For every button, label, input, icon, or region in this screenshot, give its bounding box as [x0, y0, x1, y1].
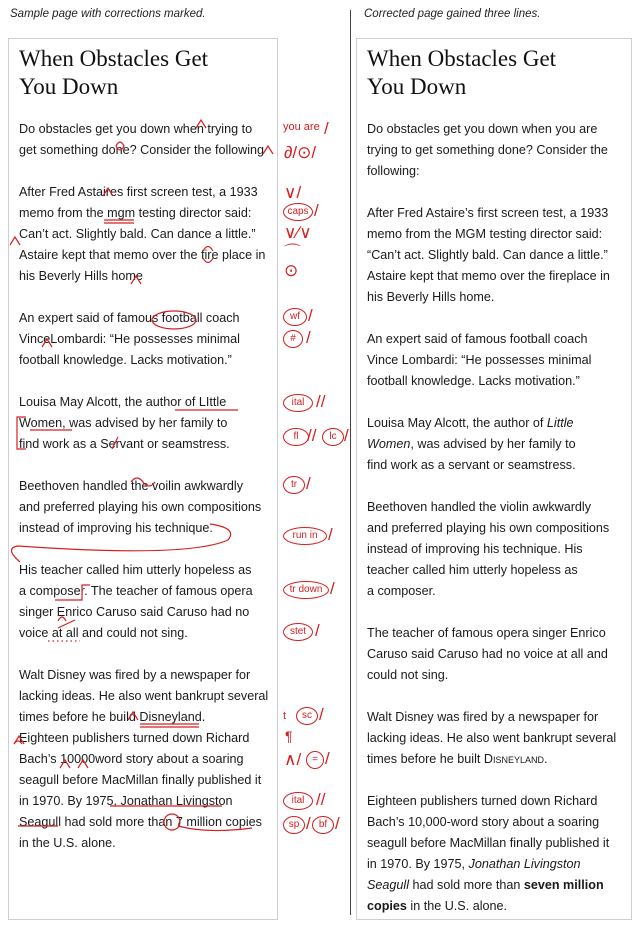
margin-note-bf: bf — [312, 816, 334, 834]
paragraph-2: After Fred Astaires first screen test, a 1933 memo from the mgm testing director said: Can’t act. Slightly bald. Can dance a little.” Astaire kept that memo over the fire place in his Beverly Hills home — [19, 185, 266, 283]
margin-note-you-are: you are — [283, 121, 320, 133]
margin-period: ⊙ — [284, 261, 299, 280]
margin-note-space: # — [283, 330, 303, 348]
margin-note-caps: caps — [283, 203, 313, 221]
margin-slash: / — [306, 814, 311, 833]
margin-slash: / — [325, 749, 330, 768]
margin-note-tr: tr — [283, 476, 305, 494]
paragraph-5: Beethoven handled the voilin awkwardly and preferred playing his own compositions instead of improving his technique. — [19, 479, 262, 535]
margin-slash: / — [330, 579, 335, 598]
paragraph-3: An expert said of famous football coach Vince Lombardi: “He possesses minimal football knowledge. Lacks motivation.” — [367, 332, 592, 388]
paragraph-4: Louisa May Alcott, the author of Little Women, was advised by her family to find work as a servant or seamstress. — [367, 416, 576, 472]
margin-slash: / — [319, 705, 324, 724]
page-title: When Obstacles Get You Down — [19, 46, 209, 99]
margin-slash: / — [328, 525, 333, 544]
page-title: When Obstacles Get You Down — [367, 46, 557, 99]
margin-quote: ∨∕∨ — [284, 223, 312, 242]
margin-slash: / — [308, 306, 313, 325]
paragraph-7: Walt Disney was fired by a newspaper for lacking ideas. He also went bankrupt several times before he build Disneyland. Eighteen publishers turned down Richard Bach’s 10000word story about a soaring seagull before MacMillan finally published it in 1970. By 1975, Jonathan Livingston Seagull had sold more than 7 million copies in the U.S. alone. — [19, 668, 269, 850]
paragraph-1: Do obstacles get you down when trying to get something done? Consider the following — [19, 122, 265, 157]
margin-slash: / — [314, 201, 319, 220]
margin-slash: / — [306, 474, 311, 493]
paragraph-4: Louisa May Alcott, the author of LIttle Women, was advised by her family to find work as a Servant or seamstress. — [19, 395, 230, 451]
margin-note-sp: sp — [283, 816, 305, 834]
margin-double-slash: // — [316, 392, 326, 411]
left-caption: Sample page with corrections marked. — [10, 8, 206, 20]
margin-note-run-in: run in — [283, 527, 327, 545]
margin-slash: / — [306, 328, 311, 347]
margin-slash: / — [335, 814, 340, 833]
paragraph-8: Eighteen publishers turned down Richard Bach’s 10,000-word story about a soaring seagull before MacMillan finally published it in 1970. By 1975, Jonathan Livingston Seagull had sold more than seven million copies in the U.S. alone. — [367, 794, 610, 913]
margin-note-fl: fl — [283, 428, 309, 446]
margin-apostrophe: ∨/ — [284, 183, 302, 202]
margin-note-tr-down: tr down — [283, 581, 329, 599]
margin-close-up: ⌒ — [284, 243, 301, 262]
margin-note-paragraph: ¶ — [285, 728, 293, 744]
margin-note-t: t — [283, 710, 287, 722]
center-divider — [350, 10, 351, 915]
paragraph-5: Beethoven handled the violin awkwardly and preferred playing his own compositions instead of improving his technique. His teacher called him utterly hopeless as a composer. — [367, 500, 610, 598]
corrected-page — [356, 38, 632, 920]
margin-note-sc: sc — [296, 707, 318, 725]
margin-slash: / — [344, 426, 349, 445]
paragraph-6: His teacher called him utterly hopeless as a composer. The teacher of famous opera singer Enrico Caruso said Caruso had no voice at all and could not sing. — [19, 563, 253, 640]
margin-note-ital-2: ital — [283, 792, 313, 810]
margin-delete: ∂/⊙/ — [284, 143, 317, 162]
paragraph-1: Do obstacles get you down when you are trying to get something done? Consider the following: — [367, 122, 608, 178]
paragraph-7: Walt Disney was fired by a newspaper for lacking ideas. He also went bankrupt several times before he built Disneyland. — [367, 710, 617, 766]
margin-caret: ∧/ — [284, 750, 302, 769]
paragraph-3: An expert said of famous football coach VinceLombardi: “He possesses minimal football knowledge. Lacks motivation.” — [19, 311, 240, 367]
margin-note-ital: ital — [283, 394, 313, 412]
paragraph-6: The teacher of famous opera singer Enrico Caruso said Caruso had no voice at all and could not sing. — [367, 626, 608, 682]
margin-note-hyphen: = — [306, 751, 324, 769]
right-caption: Corrected page gained three lines. — [364, 8, 541, 20]
margin-slash: / — [315, 621, 320, 640]
marked-page — [8, 38, 278, 920]
margin-note-wf: wf — [283, 308, 307, 326]
margin-note-stet: stet — [283, 623, 313, 641]
margin-double-slash: // — [316, 790, 326, 809]
margin-note-lc: lc — [322, 428, 344, 446]
margin-double-slash: // — [307, 426, 317, 445]
margin-slash: / — [324, 119, 329, 138]
paragraph-2: After Fred Astaire’s first screen test, a 1933 memo from the MGM testing director said: “Can’t act. Slightly bald. Can dance a little.” Astaire kept that memo over the fireplace in his Beverly Hills home. — [367, 206, 610, 304]
